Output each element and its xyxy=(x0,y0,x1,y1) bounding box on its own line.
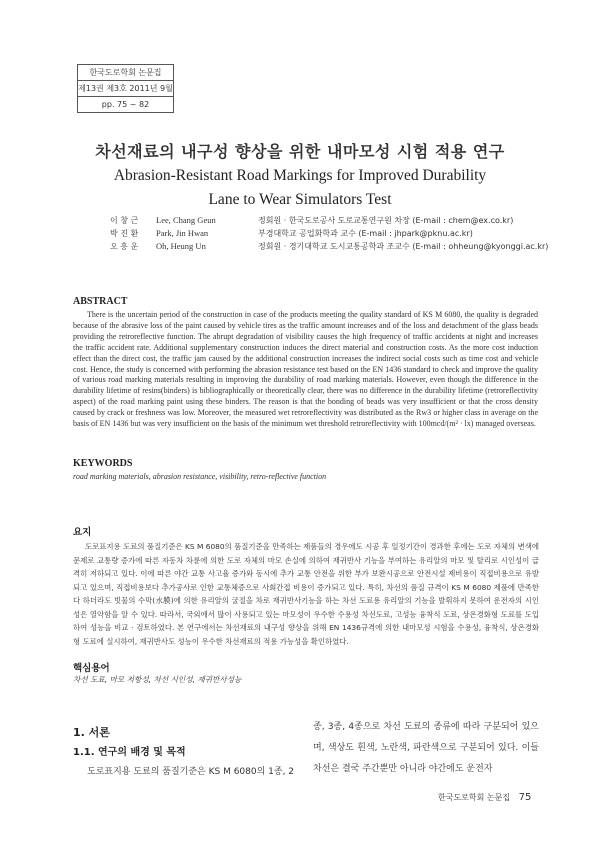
abstract-text: There is the uncertain period of the construction in case of the products meeting the quality standard of KS M 6080, the quality is degraded because of the abrasive loss of the paint caused by vehicle tires as the traffic amount increases and of the loss and detachment of the glass beads providing the retroreflective function. The abrupt degradation of visibility causes the high frequency of traffic accidents at night and increases the traffic accident rate. Additional supplementary construction induces the direct material and construction costs. As the more cost induction effect than the direct cost, the traffic jam caused by the additional construction increases the indirect social costs such as time cost and vehicle cost. Hence, the study is concerned with performing the abrasion resistance test based on the EN 1436 standard to check and improve the quality of various road marking materials resulting in improving the durability of road marking materials. However, even though the difference in the durability lifetime of resins(binders) is bibliographically or theoretically clear, there was no difference in the durability lifetime (retroreflectivity aspect) of the road marking paint using these binders. The reason is that the bonding of beads was very insufficient or that the cross density caused by crack or freshness was low. Moreover, the measured wet retroreflectivity was distributed as the Rw3 or higher class in average on the basis of EN 1436 but was very insufficient on the basis of the minimum wet threshold retroreflectivity with 100mcd/(m² · lx) managed overseas. xyxy=(73,310,538,429)
author-name-en: Oh, Heung Un xyxy=(156,241,206,251)
author-affiliation: 정회원 · 한국도로공사 도로교통연구원 차장 (E-mail : chem@ex.co.kr) xyxy=(258,216,514,225)
kw-ko-heading: 핵심용어 xyxy=(73,663,110,674)
title-korean: 차선재료의 내구성 향상을 위한 내마모성 시험 적용 연구 xyxy=(95,142,505,161)
body-left-column: 도로표지용 도료의 품질기준은 KS M 6080의 1종, 2 xyxy=(87,767,295,777)
yoji-heading: 요지 xyxy=(73,527,92,538)
author-name-ko: 이 창 근 xyxy=(110,216,139,225)
page-footer xyxy=(438,792,531,803)
page-number: 75 xyxy=(518,792,532,803)
author-affiliation: 부경대학교 공업화학과 교수 (E-mail : jhpark@pknu.ac.kr) xyxy=(258,229,473,238)
kw-ko-text: 차선 도료, 마모 저항성, 차선 시인성, 재귀반사성능 xyxy=(73,675,242,684)
author-name-en: Park, Jin Hwan xyxy=(156,228,209,238)
journal-issue: 제13권 제3호 2011년 9월 xyxy=(78,81,173,97)
footer-journal: 한국도로학회 논문집 xyxy=(438,793,511,802)
journal-info-box xyxy=(77,64,174,113)
subsection-heading: 1.1. 연구의 배경 및 목적 xyxy=(73,747,186,758)
keywords-text: road marking materials, abrasion resistance, visibility, retro-reflective function xyxy=(73,472,327,481)
author-name-ko: 오 흥 운 xyxy=(110,242,139,251)
journal-pages: pp. 75 ~ 82 xyxy=(101,100,150,109)
abstract-heading: ABSTRACT xyxy=(73,296,128,307)
yoji-text: 도로표지용 도료의 품질기준은 KS M 6080의 품질기준을 만족하는 제품들의 경우에도 시공 후 일정기간이 경과한 후에는 도로 자체의 변색에 문제로 교통량 증가에 따른 자동차 차륜에 의한 도로 자체의 마모 손실에 의하여 재귀반사 기능을 부여하는 유리알의 마모 및 탈리로 시인성이 급격히 저하되고 있다. 이에 따른 야간 교통 사고율 증가와 동시에 추가 교통 안전을 위한 부가 보완시공으로 안전시설 제비용이 직접비용으로 유발되고 있으며, 직접비용보다 추가공사로 인한 교통체증으로 사회간접 비용이 증가되고 있다. 특히, 차선의 품질 규격이 KS M 6080 제품에 만족한다 하더라도 빗물의 수막(水膜)에 의한 유리알의 굴절을 차로 재귀반사기능을 하는 차선 도료용 유리알의 기능을 발휘하지 못하여 운전자의 시인성은 열악함을 알 수 있다. 따라서, 국외에서 많이 사용되고 있는 마모성이 우수한 수용성 차선도료, 고성능 융착식 도료, 상온경화형 도료를 도입하여 성능을 비교 · 검토하였다. 본 연구에서는 차선재료의 내구성 향상을 위해 EN 1436규격에 의한 내마모성 시험을 수용성, 융착식, 상온경화형 도료에 실시하여, 재귀반사도 성능이 우수한 차선재료의 적용 가능성을 확인하였다. xyxy=(73,542,539,646)
author-name-en: Lee, Chang Geun xyxy=(156,215,216,225)
keywords-heading: KEYWORDS xyxy=(73,458,133,469)
author-name-ko: 박 진 환 xyxy=(110,229,139,238)
body-right-column: 종, 3종, 4종으로 차선 도료의 종류에 따라 구분되어 있으며, 색상도 흰색, 노란색, 파란색으로 구분되어 있다. 이들 차선은 결국 주간뿐만 아니라 야간에도 운전자 xyxy=(313,722,539,774)
title-english: Abrasion-Resistant Road Markings for Improved Durability Lane to Wear Simulators Test xyxy=(113,167,487,208)
author-affiliation: 정회원 · 경기대학교 도시교통공학과 조교수 (E-mail : ohheung@kyonggi.ac.kr) xyxy=(258,242,549,251)
journal-name: 한국도로학회 논문집 xyxy=(78,65,173,81)
section-heading: 1. 서론 xyxy=(73,726,110,739)
